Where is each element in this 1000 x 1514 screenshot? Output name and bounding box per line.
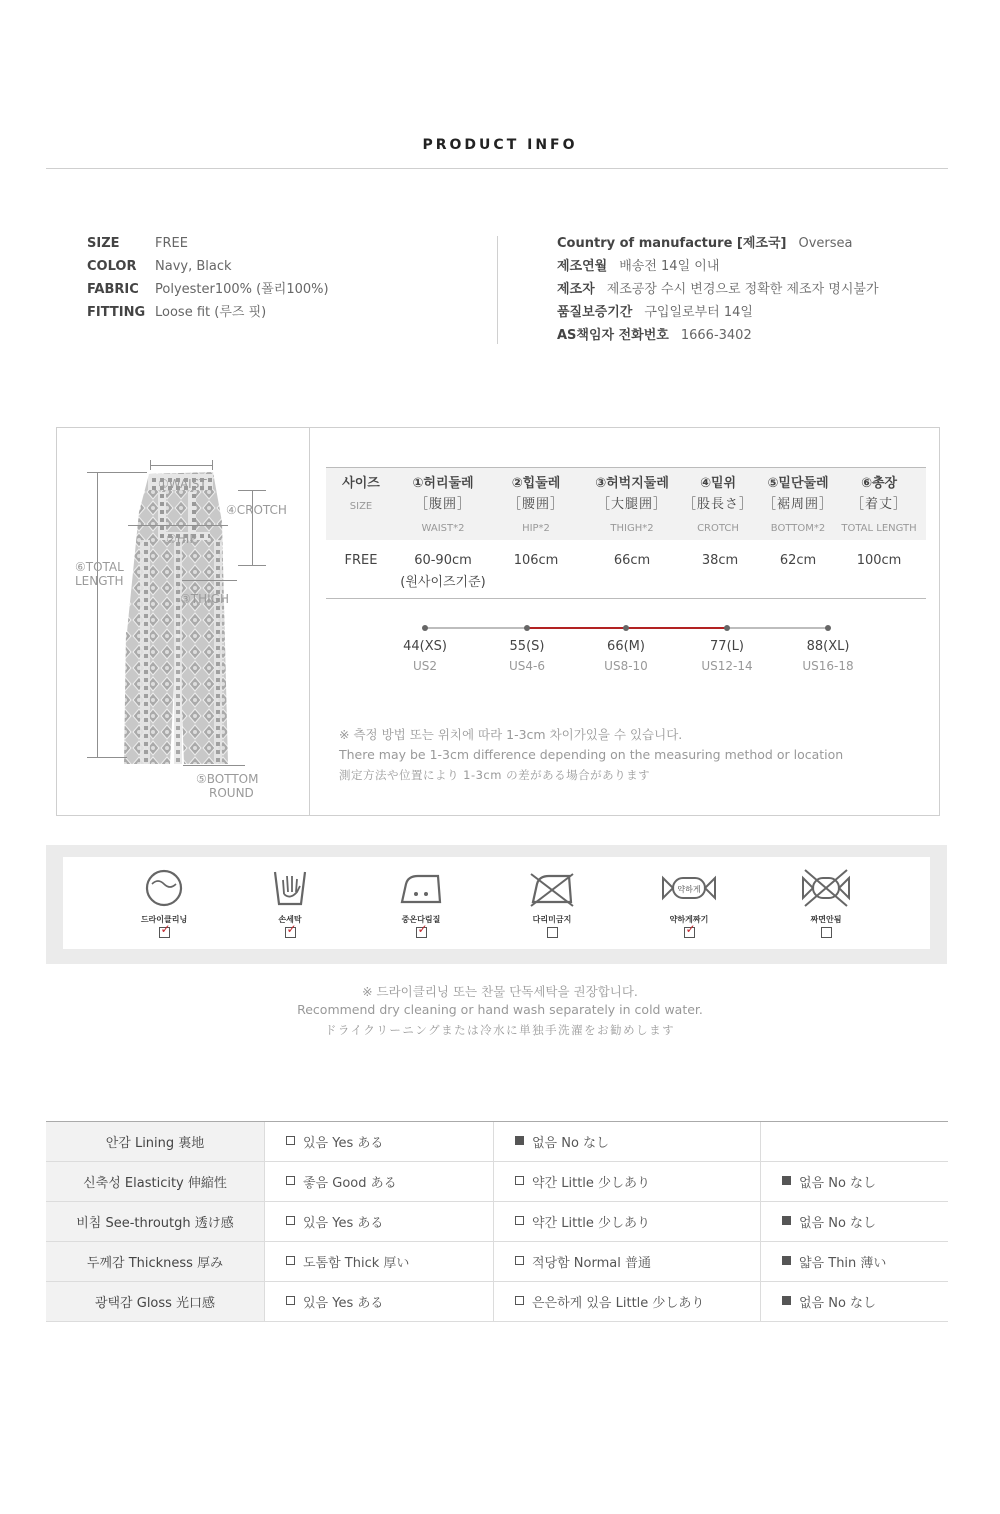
feature-row: [46, 1282, 948, 1322]
care-label: 다리미금지: [532, 915, 572, 924]
th-han: ［股長さ］: [682, 497, 753, 512]
th-en: HIP*2: [522, 523, 550, 534]
size-scale-kr: 77(L): [710, 639, 744, 654]
info-row-date: [557, 255, 879, 278]
care-label: 손세탁: [278, 915, 302, 924]
unchecked-box-icon: [515, 1176, 524, 1185]
info-value: 구입일로부터 14일: [644, 305, 753, 320]
size-scale-label: [581, 638, 671, 676]
size-scale-kr: 44(XS): [403, 639, 447, 654]
feature-option-text: 없음 No なし: [532, 1136, 610, 1151]
size-scale-label: [783, 638, 873, 676]
info-value: Navy, Black: [155, 259, 232, 274]
label-total-length: LENGTH: [75, 574, 124, 588]
size-scale-kr: 88(XL): [806, 639, 850, 654]
care-checkbox: [285, 922, 297, 938]
no-wring-icon: [801, 868, 851, 908]
size-scale-label: [482, 638, 572, 676]
feature-option: [494, 1122, 761, 1162]
td-total: 100cm: [856, 553, 902, 568]
label-thigh: ③THIGH: [180, 592, 229, 606]
page-title: PRODUCT INFO: [422, 137, 578, 153]
info-row-fitting: [87, 301, 329, 324]
title-divider: [46, 168, 948, 169]
care-note-ko: ※ 드라이클리닝 또는 찬물 단독세탁을 권장합니다.: [362, 984, 638, 999]
td-bottom: 62cm: [779, 553, 817, 568]
info-key: FITTING: [87, 305, 146, 320]
info-value: Oversea: [798, 236, 853, 251]
info-row-fabric: [87, 278, 329, 301]
unchecked-box-icon: [286, 1256, 295, 1265]
size-scale-dot: [623, 625, 629, 631]
label-crotch: ④CROTCH: [226, 503, 287, 517]
care-iron-medium: [381, 868, 461, 938]
feature-label: 두께감 Thickness 厚み: [46, 1242, 265, 1282]
care-hand-wash: [250, 868, 330, 938]
feature-option-text: 있음 Yes ある: [303, 1216, 384, 1231]
info-row-color: [87, 255, 329, 278]
feature-option-text: 좋음 Good ある: [303, 1176, 397, 1191]
th-en: CROTCH: [697, 523, 739, 534]
th-total: [832, 474, 926, 538]
info-key: Country of manufacture [제조국]: [557, 236, 787, 251]
feature-option-text: 은은하게 있음 Little 少しあり: [532, 1296, 705, 1311]
care-note-ja: ドライクリーニングまたは冷水に単独手洗濯をお勧めします: [324, 1023, 676, 1037]
label-waist: ①WAIST: [158, 477, 207, 491]
feature-row: [46, 1162, 948, 1202]
size-table-bottom-rule: [326, 598, 926, 599]
unchecked-box-icon: [286, 1136, 295, 1145]
thigh-line: [182, 580, 237, 581]
th-han: ［大腿囲］: [596, 497, 667, 512]
total-tick-bottom: [87, 757, 127, 758]
info-value: Polyester100% (폴리100%): [155, 282, 329, 297]
care-checkbox: [159, 922, 171, 938]
th-en: TOTAL LENGTH: [841, 523, 917, 534]
size-scale-dot: [724, 625, 730, 631]
hand-wash-icon: [269, 868, 311, 908]
feature-option: [761, 1282, 949, 1322]
check-icon: ✓: [160, 922, 171, 936]
fabric-feature-table: [46, 1121, 948, 1322]
td-size: FREE: [344, 553, 378, 568]
crotch-tick-top: [238, 490, 266, 491]
feature-row: [46, 1242, 948, 1282]
bottom-line: [183, 765, 245, 766]
feature-option: [494, 1162, 761, 1202]
size-scale-us: US12-14: [701, 659, 753, 673]
label-round: ROUND: [209, 786, 254, 800]
info-divider: [497, 236, 498, 344]
size-scale-label: [380, 638, 470, 676]
checked-box-icon: [515, 1136, 524, 1145]
checked-box-icon: [782, 1296, 791, 1305]
garment-illustration: [118, 452, 268, 772]
th-en: THIGH*2: [610, 523, 654, 534]
info-right-list: [557, 232, 879, 347]
no-iron-icon: [529, 868, 575, 908]
size-scale-dot: [825, 625, 831, 631]
th-ko: ③허벅지둘레: [595, 476, 669, 491]
total-tick-top: [87, 472, 147, 473]
checked-box-icon: [782, 1256, 791, 1265]
info-row-warranty: [557, 301, 879, 324]
feature-label: 광택감 Gloss 光口感: [46, 1282, 265, 1322]
info-key: 품질보증기간: [557, 305, 633, 320]
feature-option-text: 있음 Yes ある: [303, 1136, 384, 1151]
size-scale-kr: 66(M): [607, 639, 645, 654]
info-left-list: [87, 232, 329, 324]
feature-option: [265, 1162, 494, 1202]
feature-option: [494, 1282, 761, 1322]
care-label: 중온다림질: [401, 915, 441, 924]
crotch-line: [252, 490, 253, 565]
size-scale-dot: [524, 625, 530, 631]
info-key: AS책임자 전화번호: [557, 328, 669, 343]
care-no-iron: [512, 868, 592, 938]
th-han: ［裾周囲］: [762, 497, 833, 512]
td-hip: 106cm: [513, 553, 559, 568]
care-gentle-wring: [649, 868, 729, 938]
size-scale-us: US8-10: [604, 659, 648, 673]
care-note-en: Recommend dry cleaning or hand wash separately in cold water.: [297, 1002, 703, 1017]
iron-medium-icon: [398, 868, 444, 908]
check-icon: ✓: [685, 922, 696, 936]
care-checkbox: [821, 927, 832, 938]
size-scale-dot: [422, 625, 428, 631]
th-ko: ①허리둘레: [412, 476, 474, 491]
size-scale-us: US2: [412, 659, 438, 673]
waist-line: [150, 465, 212, 466]
info-row-as-phone: [557, 324, 879, 347]
gentle-wring-icon: [661, 868, 717, 908]
label-bottom: ⑤BOTTOM: [196, 772, 259, 786]
size-scale-us: US4-6: [509, 659, 545, 673]
waist-tick-right: [212, 460, 213, 470]
th-han: ［腰囲］: [507, 497, 564, 512]
care-no-wring: [786, 868, 866, 938]
care-checkbox: [684, 922, 696, 938]
unchecked-box-icon: [515, 1256, 524, 1265]
td-crotch: 38cm: [701, 553, 739, 568]
feature-option: [494, 1242, 761, 1282]
measure-note-ja: 測定方法や位置により 1-3cm の差がある場合があります: [339, 768, 651, 782]
care-checkbox: [547, 927, 558, 938]
crotch-tick-bottom: [238, 565, 266, 566]
care-label: 약하게짜기: [669, 915, 709, 924]
info-key: COLOR: [87, 259, 137, 274]
waist-tick-left: [150, 460, 151, 470]
th-han: ［腹囲］: [414, 497, 471, 512]
feature-option: [265, 1242, 494, 1282]
td-thigh: 66cm: [613, 553, 651, 568]
th-en: SIZE: [349, 501, 373, 512]
checked-box-icon: [782, 1176, 791, 1185]
th-thigh: [582, 474, 682, 538]
info-key: FABRIC: [87, 282, 139, 297]
feature-option: [761, 1202, 949, 1242]
th-han: ［着丈］: [850, 497, 907, 512]
unchecked-box-icon: [286, 1176, 295, 1185]
care-label: 짜면안됨: [810, 915, 842, 924]
feature-option-text: 얇음 Thin 薄い: [799, 1256, 887, 1271]
check-icon: ✓: [286, 922, 297, 936]
label-hip: ②HIP: [166, 532, 197, 546]
size-box-divider: [309, 428, 310, 815]
info-value: 배송전 14일 이내: [619, 259, 720, 274]
info-row-maker: [557, 278, 879, 301]
info-row-size: [87, 232, 329, 255]
size-scale-kr: 55(S): [509, 639, 545, 654]
unchecked-box-icon: [515, 1296, 524, 1305]
info-value: FREE: [155, 236, 188, 251]
th-crotch: [678, 474, 758, 538]
feature-label: 신축성 Elasticity 伸縮性: [46, 1162, 265, 1202]
care-label: 드라이클리닝: [140, 915, 188, 924]
th-bottom: [754, 474, 842, 538]
th-hip: [498, 474, 574, 538]
th-waist: [402, 474, 484, 538]
feature-option: [494, 1202, 761, 1242]
feature-option-text: 적당함 Normal 普通: [532, 1256, 651, 1271]
size-scale-label: [682, 638, 772, 676]
feature-option-text: 없음 No なし: [799, 1176, 877, 1191]
care-dry-clean: [124, 868, 204, 938]
feature-option-text: 있음 Yes ある: [303, 1296, 384, 1311]
th-ko: 사이즈: [342, 476, 380, 491]
unchecked-box-icon: [286, 1296, 295, 1305]
feature-label: 비침 See-throutgh 透け感: [46, 1202, 265, 1242]
th-ko: ④밑위: [699, 476, 737, 491]
measure-note-ko: ※ 측정 방법 또는 위치에 따라 1-3cm 차이가있을 수 있습니다.: [339, 727, 683, 742]
hip-line: [128, 525, 228, 526]
feature-option: [761, 1122, 949, 1162]
size-table-header: [326, 468, 926, 540]
feature-option: [265, 1202, 494, 1242]
care-checkbox: [416, 922, 428, 938]
svg-text:약하게: 약하게: [677, 885, 701, 894]
td-waist: [384, 550, 502, 594]
feature-option-text: 도톰함 Thick 厚い: [303, 1256, 410, 1271]
th-en: BOTTOM*2: [770, 523, 826, 534]
th-ko: ⑥총장: [860, 476, 898, 491]
info-value: 제조공장 수시 변경으로 정확한 제조자 명시불가: [606, 282, 879, 297]
info-value: 1666-3402: [680, 328, 752, 343]
unchecked-box-icon: [515, 1216, 524, 1225]
th-en: WAIST*2: [421, 523, 465, 534]
measure-note-en: There may be 1-3cm difference depending on the measuring method or location: [339, 747, 844, 762]
feature-option-text: 없음 No なし: [799, 1216, 877, 1231]
th-ko: ⑤밑단둘레: [767, 476, 829, 491]
feature-label: 안감 Lining 裏地: [46, 1122, 265, 1162]
feature-option-text: 없음 No なし: [799, 1296, 877, 1311]
feature-option: [761, 1162, 949, 1202]
dry-clean-icon: [143, 868, 185, 908]
feature-option: [265, 1122, 494, 1162]
th-size: [332, 474, 390, 516]
feature-option-text: 약간 Little 少しあり: [532, 1216, 651, 1231]
info-key: SIZE: [87, 236, 120, 251]
feature-option: [265, 1282, 494, 1322]
checked-box-icon: [782, 1216, 791, 1225]
feature-row: [46, 1122, 948, 1162]
total-length-line: [97, 472, 98, 757]
td-waist-note: (원사이즈기준): [400, 575, 486, 590]
info-value: Loose fit (루즈 핏): [155, 305, 267, 320]
unchecked-box-icon: [286, 1216, 295, 1225]
feature-row: [46, 1202, 948, 1242]
td-waist-value: 60-90cm: [414, 553, 472, 568]
feature-option: [761, 1242, 949, 1282]
th-ko: ②힙둘레: [511, 476, 561, 491]
info-key: 제조연월: [557, 259, 608, 274]
label-total: ⑥TOTAL: [75, 560, 124, 574]
size-scale-us: US16-18: [802, 659, 854, 673]
info-row-country: [557, 232, 879, 255]
feature-option-text: 약간 Little 少しあり: [532, 1176, 651, 1191]
check-icon: ✓: [417, 922, 428, 936]
info-key: 제조자: [557, 282, 595, 297]
